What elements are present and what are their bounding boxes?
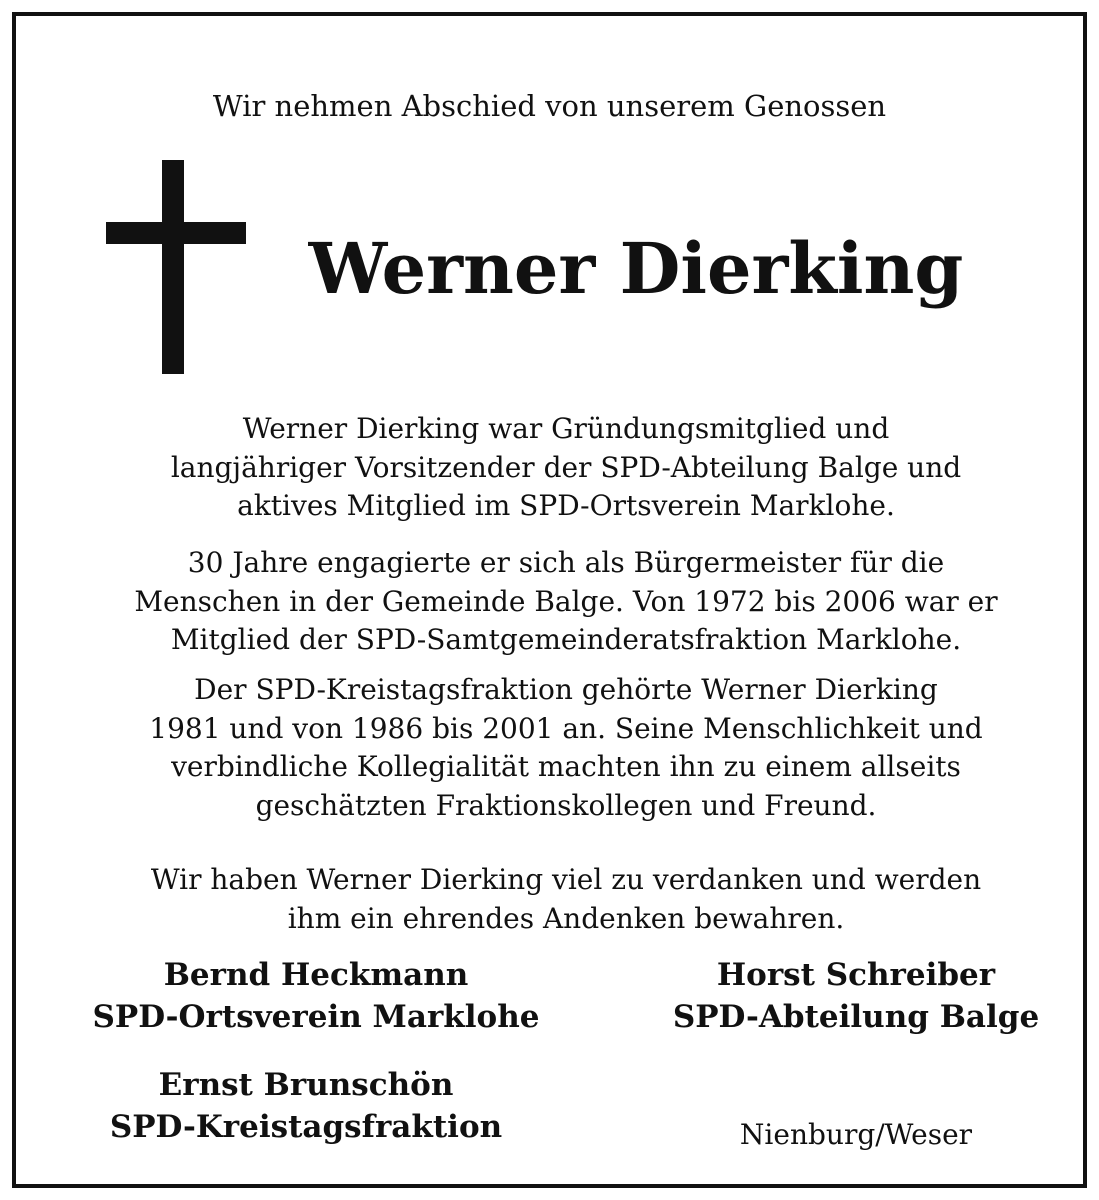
signature-name: Ernst Brunschön	[158, 1067, 454, 1103]
text-line: Werner Dierking war Gründungsmitglied und	[242, 412, 890, 445]
signature-name: Horst Schreiber	[716, 957, 996, 993]
paragraph-kreistag	[76, 671, 1056, 825]
obituary-frame	[12, 12, 1087, 1188]
text-line: aktives Mitglied im SPD-Ortsverein Marklohe.	[237, 489, 895, 522]
text-line: verbindliche Kollegialität machten ihn zu einem allseits	[171, 750, 961, 783]
cross-vertical-bar	[162, 160, 184, 374]
text-line: Wir haben Werner Dierking viel zu verdanken und werden	[150, 863, 982, 896]
signature-schreiber	[606, 954, 1099, 1038]
place-name: Nienburg/Weser	[739, 1118, 973, 1151]
signature-heckmann	[66, 954, 566, 1038]
text-line: geschätzten Fraktionskollegen und Freund.	[255, 788, 877, 822]
text-line: langjähriger Vorsitzender der SPD-Abteilung Balge und	[170, 450, 962, 484]
signature-name: Bernd Heckmann	[163, 957, 469, 993]
cross-horizontal-bar	[106, 222, 246, 244]
paragraph-closing	[76, 861, 1056, 938]
deceased-name: Werner Dierking	[308, 227, 964, 310]
text-line: Der SPD-Kreistagsfraktion gehörte Werner Dierking	[194, 673, 938, 706]
intro-text: Wir nehmen Abschied von unserem Genossen	[212, 89, 887, 123]
signature-org: SPD-Kreistagsfraktion	[109, 1109, 503, 1145]
paragraph-membership	[76, 410, 1056, 526]
cross-icon	[106, 160, 246, 374]
paragraph-mayor	[76, 544, 1056, 660]
text-line: ihm ein ehrendes Andenken bewahren.	[287, 901, 845, 935]
signature-brunschoen	[56, 1064, 556, 1148]
text-line: Mitglied der SPD-Samtgemeinderatsfraktion Marklohe.	[170, 623, 962, 656]
text-line: Menschen in der Gemeinde Balge. Von 1972 bis 2006 war er	[134, 584, 998, 618]
signature-org: SPD-Ortsverein Marklohe	[92, 999, 540, 1035]
text-line: 1981 und von 1986 bis 2001 an. Seine Menschlichkeit und	[149, 711, 983, 745]
signature-org: SPD-Abteilung Balge	[672, 999, 1040, 1035]
text-line: 30 Jahre engagierte er sich als Bürgermeister für die	[187, 546, 945, 579]
